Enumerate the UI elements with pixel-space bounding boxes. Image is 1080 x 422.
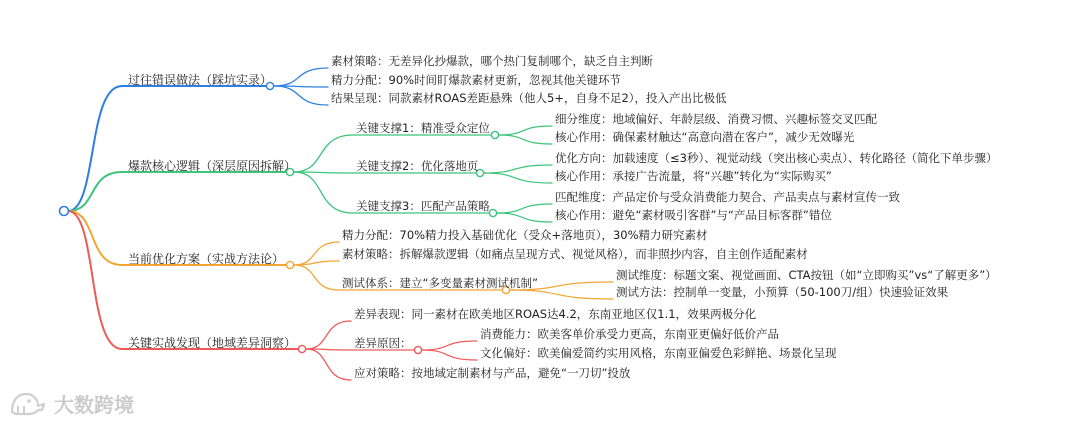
node-label: 精力分配：90%时间盯爆款素材更新，忽视其他关键环节 — [331, 73, 622, 87]
connector-line — [68, 211, 122, 265]
leaf-label: 测试维度：标题文案、视觉画面、CTA按钮（如“立即购买”vs“了解更多”） — [616, 268, 997, 282]
connector-line — [294, 135, 353, 172]
leaf-label: 匹配维度：产品定价与受众消费能力契合、产品卖点与素材宣传一致 — [555, 190, 900, 204]
branch-label: 当前优化方案（实战方法论） — [128, 252, 285, 266]
node-label: 素材策略：无差异化抄爆款，哪个热门复制哪个，缺乏自主判断 — [331, 54, 653, 68]
node-label: 素材策略：拆解爆款逻辑（如痛点呈现方式、视觉风格），而非照抄内容，自主创作适配素材 — [342, 247, 808, 261]
connector-line — [68, 211, 122, 349]
connector-line — [68, 172, 122, 211]
node-label: 关键支撑2：优化落地页 — [356, 159, 479, 173]
node-label: 关键支撑1：精准受众定位 — [356, 121, 490, 135]
connector-line — [422, 350, 477, 360]
node-label: 差异表现：同一素材在欧美地区ROAS达4.2，东南亚地区仅1.1，效果两极分化 — [354, 307, 757, 321]
node-label: 应对策略：按地域定制素材与产品，避免“一刀切”投放 — [354, 366, 631, 380]
connector-line — [294, 261, 339, 265]
leaf-label: 测试方法：控制单一变量，小预算（50-100刀/组）快速验证效果 — [616, 285, 949, 299]
node-handle[interactable] — [489, 209, 496, 216]
connector-line — [422, 341, 477, 350]
leaf-label: 细分维度：地域偏好、年龄层级、消费习惯、兴趣标签交叉匹配 — [555, 112, 877, 126]
connector-line — [510, 290, 613, 299]
connector-line — [274, 68, 328, 86]
node-label: 结果呈现：同款素材ROAS差距悬殊（他人5+，自身不足2），投入产出比极低 — [331, 91, 727, 105]
leaf-label: 核心作用：避免“素材吸引客群”与“产品目标客群”错位 — [555, 208, 832, 222]
node-label: 关键支撑3：匹配产品策略 — [356, 199, 490, 213]
leaf-label: 文化偏好：欧美偏爱简约实用风格，东南亚偏爱色彩鲜艳、场景化呈现 — [480, 346, 837, 360]
node-label: 测试体系：建立“多变量素材测试机制” — [342, 276, 538, 290]
leaf-label: 优化方向：加载速度（≤3秒）、视觉动线（突出核心卖点）、转化路径（简化下单步骤） — [555, 151, 998, 165]
node-handle[interactable] — [298, 345, 305, 352]
node-handle[interactable] — [491, 131, 498, 138]
connector-line — [497, 204, 552, 213]
root-node[interactable] — [60, 207, 69, 216]
connector-line — [306, 349, 351, 380]
connector-line — [294, 265, 339, 290]
node-handle[interactable] — [414, 346, 421, 353]
leaf-label: 核心作用：承接广告流量，将“兴趣”转化为“实际购买” — [555, 169, 832, 183]
connector-line — [497, 213, 552, 222]
connector-line — [274, 86, 328, 105]
leaf-label: 消费能力：欧美客单价承受力更高，东南亚更偏好低价产品 — [480, 327, 779, 341]
branch-label: 爆款核心逻辑（深层原因拆解） — [128, 159, 297, 173]
connector-line — [306, 321, 351, 349]
connector-line — [294, 172, 353, 213]
branch-label: 关键实战发现（地域差异洞察） — [128, 336, 297, 350]
connector-line — [68, 86, 122, 211]
connector-line — [484, 173, 552, 183]
node-handle[interactable] — [286, 261, 293, 268]
watermark — [8, 390, 134, 416]
node-label: 精力分配：70%精力投入基础优化（受众+落地页），30%精力研究素材 — [342, 228, 708, 242]
node-label: 差异原因： — [354, 336, 412, 350]
connector-line — [484, 165, 552, 173]
connector-line — [499, 135, 552, 144]
watermark-text: 大数跨境 — [54, 392, 134, 417]
dino-logo-icon — [8, 390, 48, 416]
leaf-label: 核心作用：确保素材触达“高意向潜在客户”，减少无效曝光 — [555, 130, 855, 144]
connector-line — [499, 126, 552, 135]
branch-label: 过往错误做法（踩坑实录） — [128, 73, 273, 87]
